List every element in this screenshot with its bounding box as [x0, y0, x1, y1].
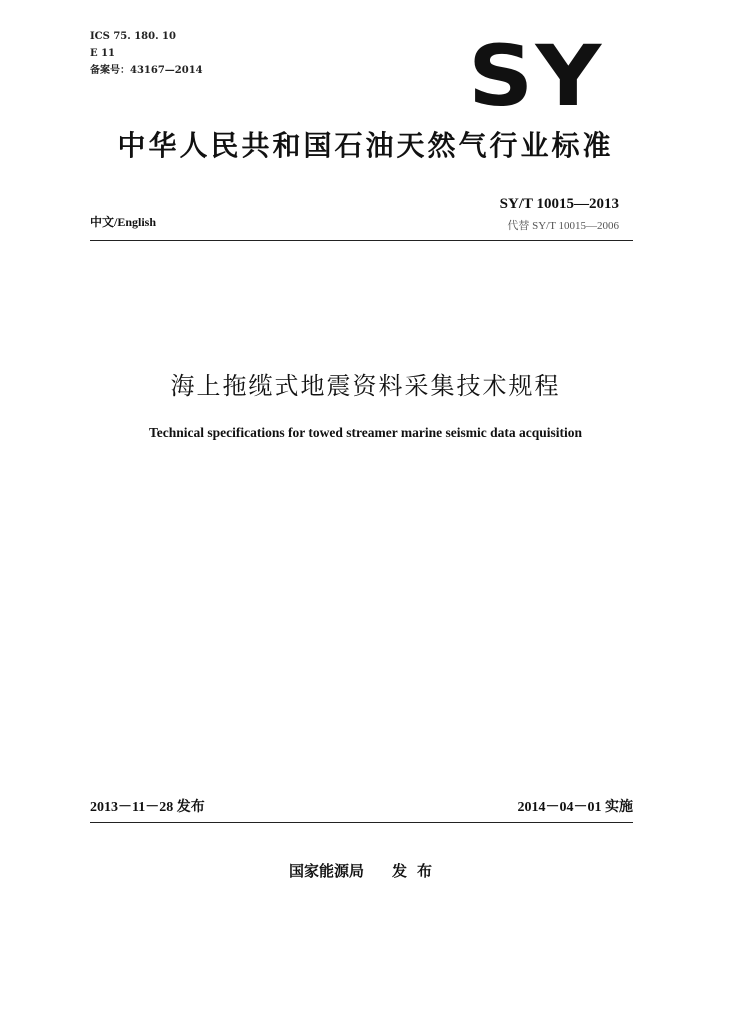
ics-code: ICS 75. 180. 10	[90, 31, 176, 42]
language-label: 中文/English	[90, 215, 157, 229]
record-number: 备案号：43167—2014	[90, 65, 203, 76]
standard-category-title: 中华人民共和国石油天然气行业标准	[117, 129, 614, 162]
top-divider	[90, 240, 633, 241]
issuer-line	[0, 860, 731, 881]
sy-logo: SY	[468, 27, 604, 125]
issue-date: 2013－11－28 发布	[90, 800, 205, 815]
implementation-date: 2014－04－01 实施	[517, 800, 633, 815]
document-title-cn: 海上拖缆式地震资料采集技术规程	[170, 372, 561, 400]
issuer-name: 国家能源局	[288, 862, 364, 880]
standard-number: SY/T 10015—2013	[499, 196, 619, 212]
document-title-en: Technical specifications for towed streamer marine seismic data acquisition	[149, 425, 582, 440]
issuer-verb: 发布	[392, 862, 443, 880]
replaces-standard: 代替 SY/T 10015—2006	[507, 220, 619, 232]
ccs-code: E 11	[90, 48, 116, 59]
bottom-divider	[90, 822, 633, 823]
